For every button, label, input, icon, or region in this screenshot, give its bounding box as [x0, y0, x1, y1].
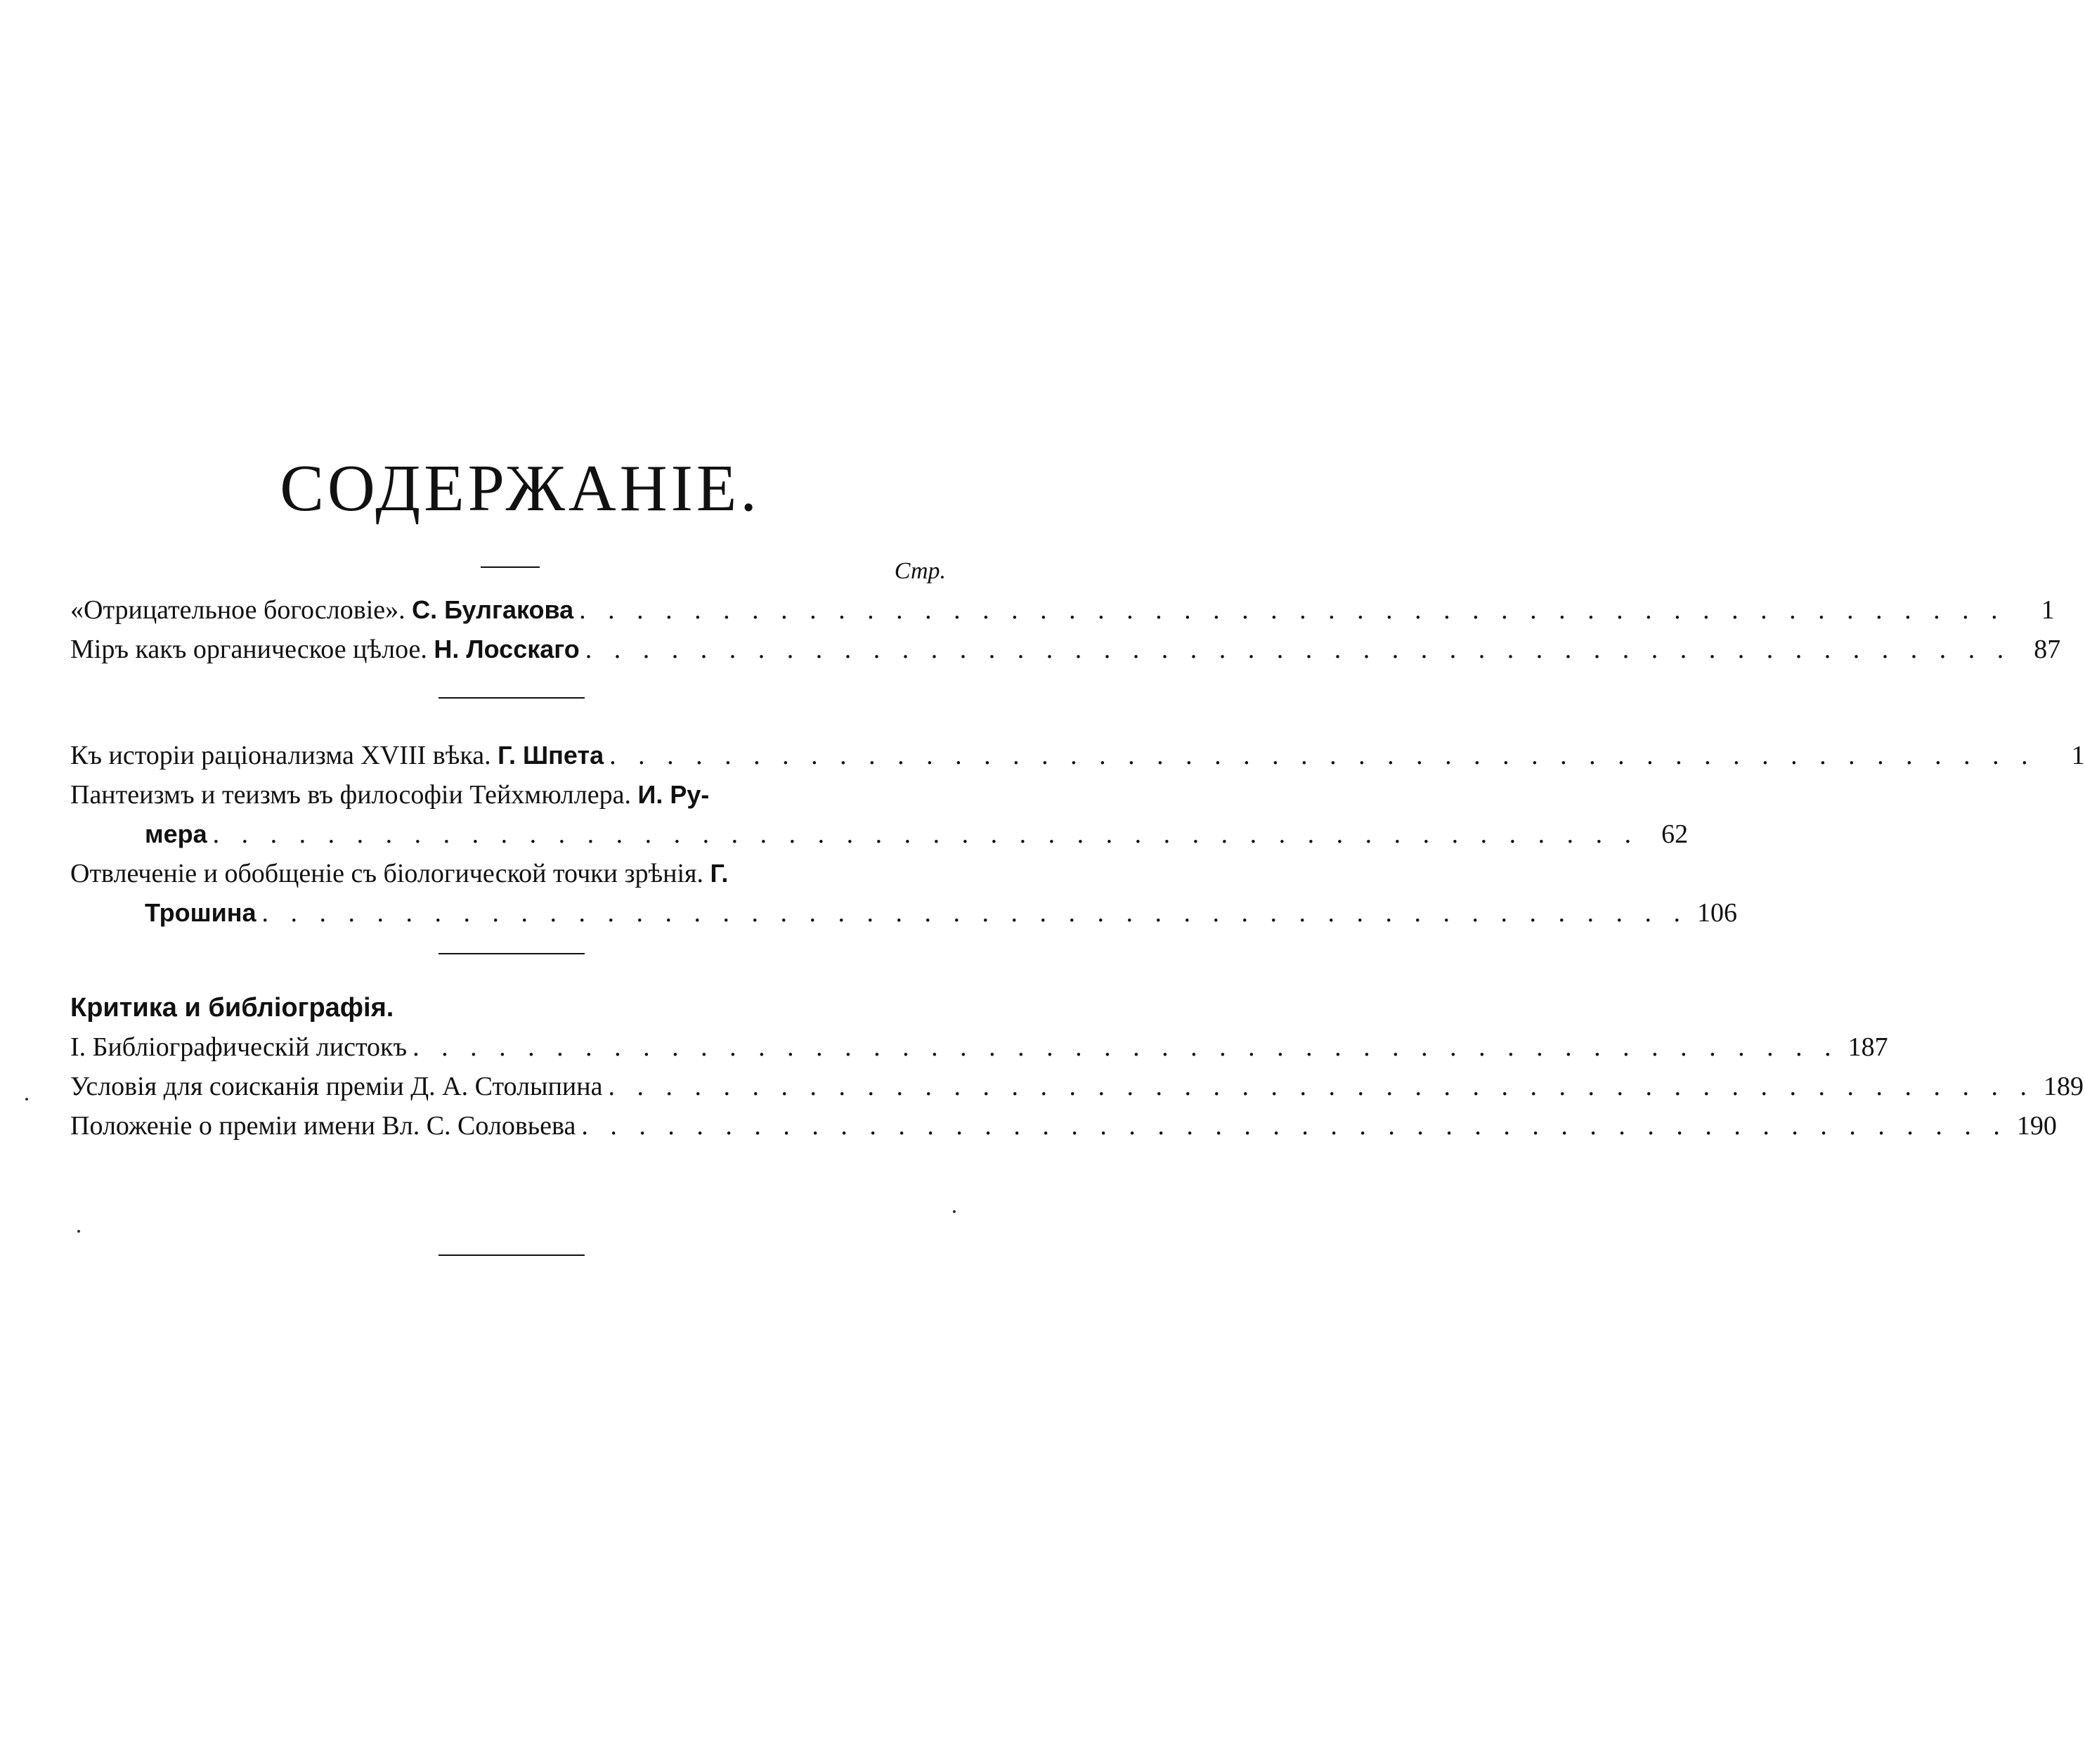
toc-entry[interactable]	[70, 815, 1689, 854]
entry-page: 1	[2071, 741, 2085, 770]
entry-title: I. Библіографическій листокъ	[70, 1032, 408, 1062]
print-speck	[953, 1210, 956, 1213]
dot-leader: . . . . . . . . . . . . . . . . . . . . . . . . . . . . . . . . . . . . . . . . . . . . . . . . . .	[579, 595, 2006, 625]
print-speck	[25, 1098, 28, 1101]
entry-page: 106	[1697, 898, 1738, 928]
toc-section-2	[70, 736, 2085, 933]
page-title: СОДЕРЖАНІЕ.	[280, 452, 760, 525]
dot-leader: . . . . . . . . . . . . . . . . . . . . . . . . . . . . . . . . . . . . . . . . . . . . . . . . . .	[261, 898, 1689, 928]
dot-leader: . . . . . . . . . . . . . . . . . . . . . . . . . . . . . . . . . . . . . . . . . . . . . . . . . .	[609, 741, 2036, 770]
entry-author: мера	[145, 819, 207, 848]
page-column-label: Стр.	[894, 558, 946, 584]
entry-author: С. Булгакова	[412, 595, 574, 624]
entry-author: И. Ру-	[637, 780, 710, 809]
print-speck	[77, 1230, 80, 1233]
dot-leader: . . . . . . . . . . . . . . . . . . . . . . . . . . . . . . . . . . . . . . . . . . . . . . . . . .	[608, 1072, 2034, 1101]
section-heading: Критика и библіографія.	[70, 993, 394, 1023]
entry-page: 1	[2041, 595, 2055, 625]
entry-page: 190	[2016, 1111, 2057, 1141]
entry-page: 187	[1847, 1032, 1888, 1062]
entry-title: Условія для соисканія преміи Д. А. Столыпина	[70, 1072, 603, 1101]
entry-author: Трошина	[145, 898, 256, 927]
toc-entry[interactable]	[70, 630, 2061, 669]
entry-author: Г. Шпета	[498, 741, 604, 770]
divider-bottom	[439, 1254, 585, 1256]
entry-title: «Отрицательное богословіе». С. Булгакова	[70, 595, 574, 625]
divider-section-2	[439, 953, 585, 954]
entry-title-line[interactable]: Пантеизмъ и теизмъ въ философіи Тейхмюллера. И. Ру-	[70, 780, 710, 810]
dot-leader: . . . . . . . . . . . . . . . . . . . . . . . . . . . . . . . . . . . . . . . . . . . . . . . . . .	[212, 819, 1639, 849]
divider-title	[481, 566, 540, 568]
toc-entry[interactable]	[70, 736, 2085, 775]
entry-title-line[interactable]: Отвлеченіе и обобщеніе съ біологической точки зрѣнія. Г.	[70, 859, 729, 888]
dot-leader: . . . . . . . . . . . . . . . . . . . . . . . . . . . . . . . . . . . . . . . . . . . . . . . . . .	[585, 635, 2012, 664]
entry-page: 189	[2043, 1072, 2084, 1101]
toc-section-3	[70, 988, 2084, 1146]
toc-entry[interactable]	[70, 1027, 1888, 1067]
toc-entry[interactable]	[70, 590, 2055, 630]
entry-page: 62	[1661, 819, 1689, 849]
dot-leader: . . . . . . . . . . . . . . . . . . . . . . . . . . . . . . . . . . . . . . . . . . . . . . . . . .	[413, 1032, 1839, 1062]
toc-entry[interactable]	[70, 893, 1738, 933]
entry-title: Положеніе о преміи имени Вл. С. Соловьева	[70, 1111, 576, 1141]
divider-section-1	[439, 697, 585, 699]
entry-title: Къ исторіи раціонализма XVIII вѣка. Г. Шпета	[70, 741, 604, 770]
entry-author: Г.	[710, 859, 729, 888]
entry-author: Н. Лосскаго	[434, 635, 580, 663]
dot-leader: . . . . . . . . . . . . . . . . . . . . . . . . . . . . . . . . . . . . . . . . . . . . . . . . . .	[581, 1111, 2008, 1141]
toc-entry[interactable]	[70, 1067, 2084, 1106]
toc-section-1	[70, 590, 2061, 669]
entry-title: Міръ какъ органическое цѣлое. Н. Лосскаго	[70, 635, 580, 664]
toc-entry[interactable]	[70, 1106, 2057, 1146]
entry-page: 87	[2034, 635, 2061, 664]
